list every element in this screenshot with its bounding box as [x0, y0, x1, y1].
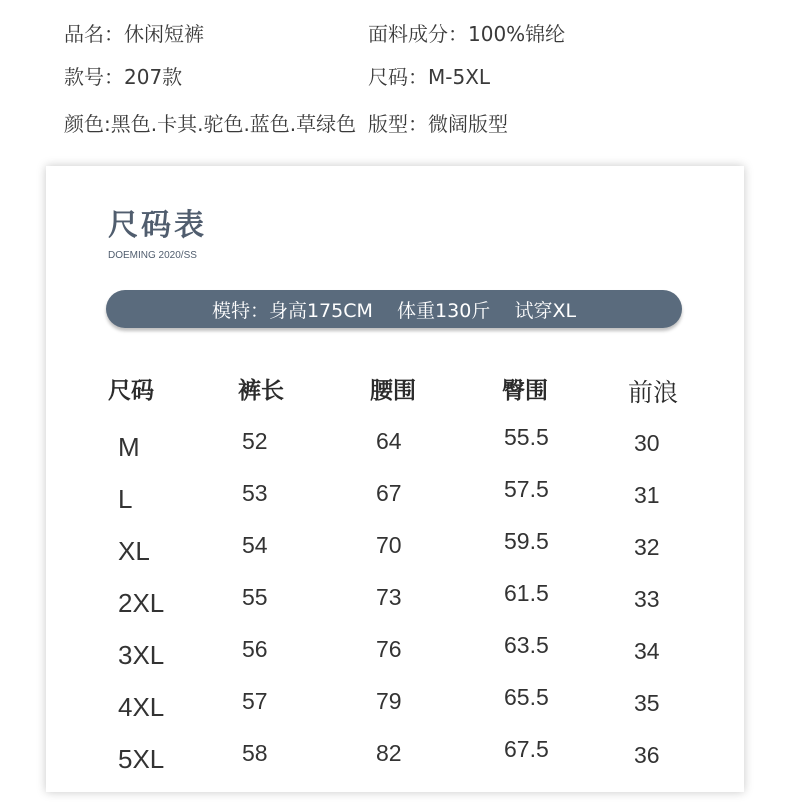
model-info-banner: 模特：身高175CM 体重130斤 试穿XL [106, 290, 682, 328]
cell-length: 52 [242, 428, 268, 454]
cell-length: 55 [242, 584, 268, 610]
product-size-range: 尺码：M-5XL [368, 65, 491, 89]
header-size: 尺码 [108, 378, 154, 404]
cell-front-rise: 32 [634, 534, 660, 560]
header-waist: 腰围 [370, 378, 416, 404]
size-table-body [46, 166, 744, 792]
cell-length: 56 [242, 636, 268, 662]
cell-hip: 59.5 [504, 528, 549, 554]
cell-waist: 64 [376, 428, 402, 454]
product-colors: 颜色:黑色.卡其.驼色.蓝色.草绿色 [64, 112, 357, 136]
cell-front-rise: 34 [634, 638, 660, 664]
table-row [46, 476, 744, 516]
cell-size: XL [118, 536, 150, 566]
cell-hip: 57.5 [504, 476, 549, 502]
header-length: 裤长 [238, 378, 284, 404]
product-style-no: 款号：207款 [64, 65, 183, 89]
table-row [46, 580, 744, 620]
cell-hip: 63.5 [504, 632, 549, 658]
cell-size: M [118, 432, 140, 462]
cell-length: 54 [242, 532, 268, 558]
size-chart-card [46, 166, 744, 792]
header-front-rise: 前浪 [628, 378, 679, 407]
table-row [46, 736, 744, 776]
cell-front-rise: 36 [634, 742, 660, 768]
product-fabric: 面料成分：100%锦纶 [368, 22, 566, 46]
cell-hip: 65.5 [504, 684, 549, 710]
cell-hip: 61.5 [504, 580, 549, 606]
cell-front-rise: 33 [634, 586, 660, 612]
cell-size: L [118, 484, 133, 514]
cell-waist: 70 [376, 532, 402, 558]
cell-front-rise: 35 [634, 690, 660, 716]
cell-size: 4XL [118, 692, 165, 722]
cell-waist: 73 [376, 584, 402, 610]
cell-length: 57 [242, 688, 268, 714]
product-fit: 版型：微阔版型 [368, 112, 508, 136]
size-chart-title: 尺码表 [108, 208, 207, 243]
cell-hip: 67.5 [504, 736, 549, 762]
cell-hip: 55.5 [504, 424, 549, 450]
table-row [46, 684, 744, 724]
table-row [46, 424, 744, 464]
cell-front-rise: 30 [634, 430, 660, 456]
cell-waist: 76 [376, 636, 402, 662]
cell-size: 2XL [118, 588, 165, 618]
cell-length: 53 [242, 480, 268, 506]
table-row [46, 632, 744, 672]
header-hip: 臀围 [502, 378, 548, 404]
cell-waist: 67 [376, 480, 402, 506]
product-name: 品名：休闲短裤 [64, 22, 204, 46]
cell-waist: 82 [376, 740, 402, 766]
size-chart-subtitle: DOEMING 2020/SS [108, 250, 197, 261]
cell-size: 5XL [118, 744, 165, 774]
cell-front-rise: 31 [634, 482, 660, 508]
table-row [46, 528, 744, 568]
cell-size: 3XL [118, 640, 165, 670]
cell-waist: 79 [376, 688, 402, 714]
cell-length: 58 [242, 740, 268, 766]
